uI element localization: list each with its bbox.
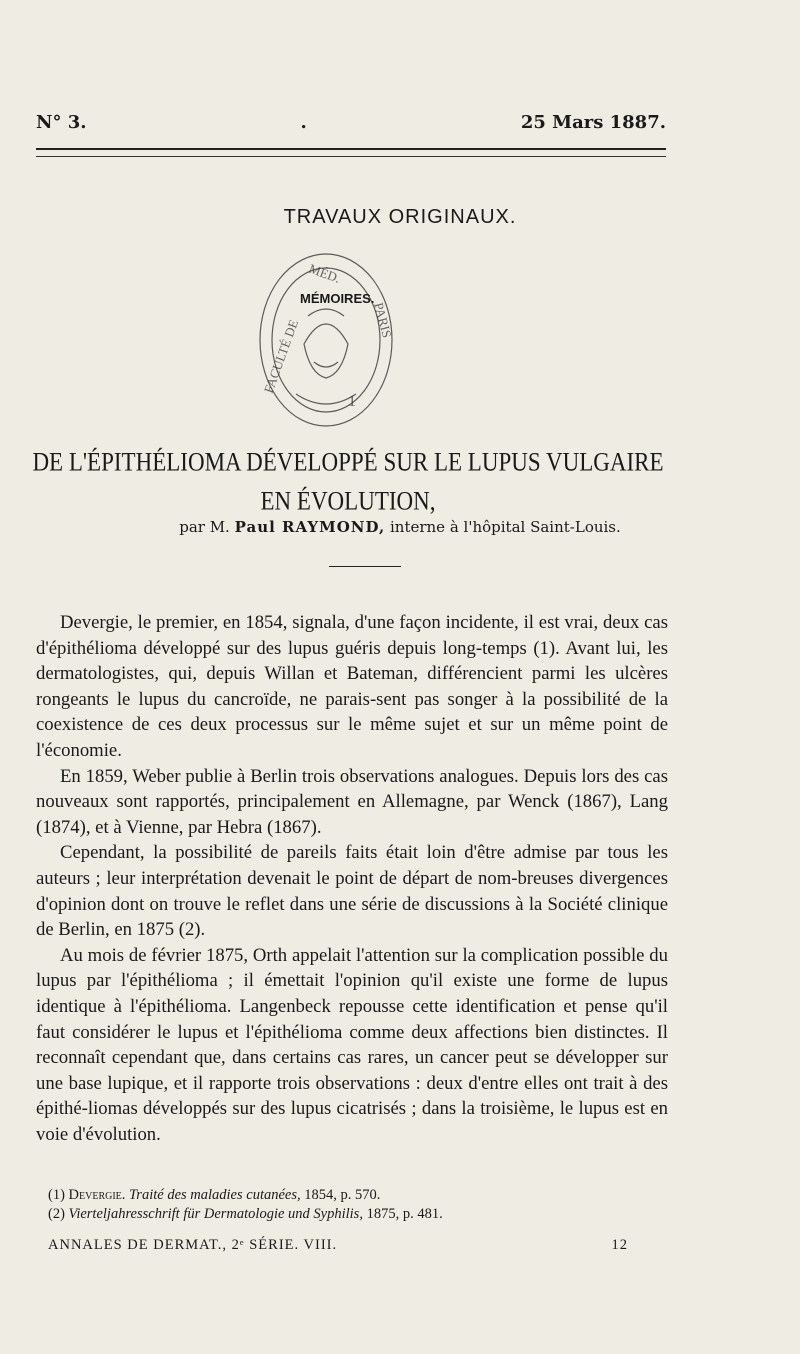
paragraph: Devergie, le premier, en 1854, signala, d'une façon incidente, il est vrai, deux cas d'épithélioma développé sur des lupus guéris depuis long-temps (1). Avant lui, les dermatologistes, qui, depuis Willan et Bateman, différencient parmi les ulcères rongeants le lupus du cancroïde, ne parais-sent pas songer à la possibilité de la coexistence de ces deux processus sur le même sujet et sur un même point de l'économie. xyxy=(36,612,668,761)
header-rule xyxy=(36,148,666,157)
paragraph: En 1859, Weber publie à Berlin trois observations analogues. Depuis lors des cas nouveaux sont rapportés, principalement en Allemagne, par Wenck (1867), Lang (1874), et à Vienne, par Hebra (1867). xyxy=(36,765,668,838)
footnote-ref: 1854, p. 570. xyxy=(304,1187,381,1203)
title-divider xyxy=(329,566,401,567)
journal-signature: ANNALES DE DERMAT., 2ᵉ SÉRIE. VIII. xyxy=(48,1237,338,1253)
footnote-title: Vierteljahresschrift für Dermatologie und Syphilis, xyxy=(68,1206,363,1222)
footnote xyxy=(48,1205,668,1224)
byline xyxy=(0,518,800,536)
svg-text:PARIS: PARIS xyxy=(371,300,395,340)
svg-text:1: 1 xyxy=(348,393,356,410)
article-title xyxy=(28,443,668,521)
page-footer xyxy=(48,1237,628,1254)
svg-text:MÉD.: MÉD. xyxy=(306,260,343,286)
section-title: TRAVAUX ORIGINAUX. xyxy=(283,206,517,228)
author-affiliation: interne à l'hôpital Saint-Louis. xyxy=(389,518,621,536)
paragraph: Cependant, la possibilité de pareils faits était loin d'être admise par tous les auteurs ; leur interprétation devenait le point de départ de nom-breuses divergences d'opinion dont on trouve le reflet dans une série de discussions à la Société clinique de Berlin, en 1875 (2). xyxy=(36,842,668,941)
header-separator: . xyxy=(300,112,307,133)
page-number: 12 xyxy=(611,1237,628,1253)
footnote-author: Devergie. xyxy=(68,1187,126,1203)
paragraph: Au mois de février 1875, Orth appelait l'attention sur la complication possible du lupus par l'épithélioma ; il émettait l'opinion qu'il existe une forme de lupus identique à l'épithélioma. Langenbeck repousse cette identification et pense qu'il faut considérer le lupus et l'épithélioma comme deux affections bien distinctes. Il reconnaît cependant que, dans certains cas rares, un cancer peut se développer sur une base lupique, et il rapporte trois observations : deux d'entre elles ont trait à des épithé-liomas développés sur des lupus cicatrisés ; dans la troisième, le lupus est en voie d'évolution. xyxy=(36,944,668,1145)
byline-prefix: par M. xyxy=(179,518,230,536)
article-title-line-1: DE L'ÉPITHÉLIOMA DÉVELOPPÉ SUR LE LUPUS VULGAIRE xyxy=(32,447,664,477)
footnote-ref: 1875, p. 481. xyxy=(366,1206,443,1222)
footnote-title: Traité des maladies cutanées, xyxy=(129,1187,301,1203)
library-stamp-icon xyxy=(256,244,396,434)
stamp-label: MÉMOIRES. xyxy=(300,291,375,306)
footnotes xyxy=(48,1186,668,1224)
svg-text:FACULTÉ DE: FACULTÉ DE xyxy=(260,317,302,396)
author-name: Paul RAYMOND, xyxy=(234,518,386,536)
article-title-line-2: EN ÉVOLUTION, xyxy=(260,486,436,516)
footnote-marker: (2) xyxy=(48,1206,65,1222)
issue-date: 25 Mars 1887. xyxy=(520,112,666,133)
article-body xyxy=(36,610,668,1147)
issue-number: N° 3. xyxy=(36,112,87,133)
footnote-marker: (1) xyxy=(48,1187,65,1203)
footnote xyxy=(48,1186,668,1205)
page-header xyxy=(36,112,666,133)
